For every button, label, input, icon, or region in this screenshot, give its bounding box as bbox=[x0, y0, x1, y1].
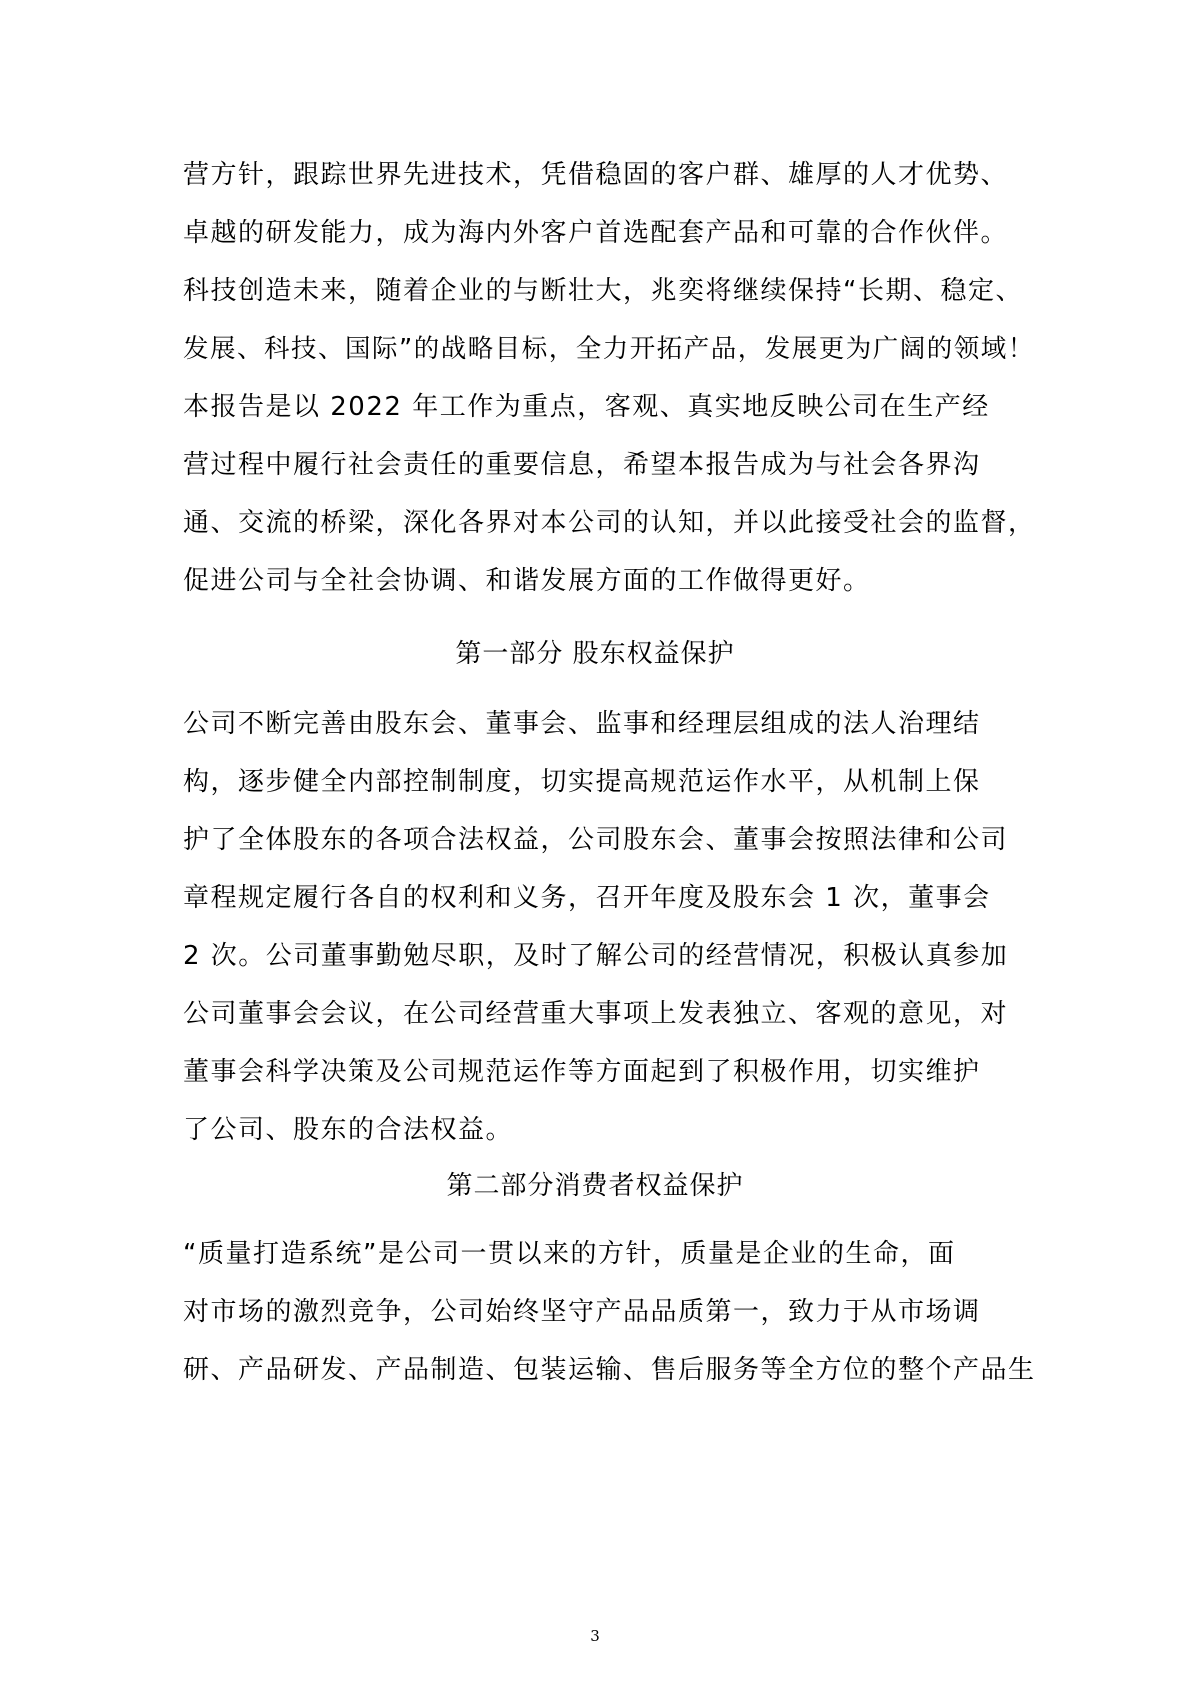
body-text-line: 董事会科学决策及公司规范运作等方面起到了积极作用，切实维护 bbox=[183, 1057, 981, 1087]
section-heading-part1: 第一部分 股东权益保护 bbox=[455, 639, 735, 669]
body-text-line: 章程规定履行各自的权利和义务，召开年度及股东会 1 次，董事会 bbox=[183, 883, 991, 913]
body-text-line: 发展、科技、国际”的战略目标，全力开拓产品，发展更为广阔的领域！ bbox=[183, 334, 1035, 364]
body-text-line: 科技创造未来，随着企业的与断壮大，兆奕将继续保持“长期、稳定、 bbox=[183, 276, 1023, 306]
body-text-line: 公司不断完善由股东会、董事会、监事和经理层组成的法人治理结 bbox=[183, 709, 981, 739]
page-number: 3 bbox=[590, 1627, 600, 1645]
body-text-line: 本报告是以 2022 年工作为重点，客观、真实地反映公司在生产经 bbox=[183, 392, 990, 422]
body-text-line: 2 次。公司董事勤勉尽职，及时了解公司的经营情况，积极认真参加 bbox=[183, 941, 1009, 971]
body-text-line: 促进公司与全社会协调、和谐发展方面的工作做得更好。 bbox=[183, 566, 871, 596]
body-text-line: 公司董事会会议，在公司经营重大事项上发表独立、客观的意见，对 bbox=[183, 999, 1009, 1029]
body-text-line: 研、产品研发、产品制造、包装运输、售后服务等全方位的整个产品生 bbox=[183, 1355, 1036, 1385]
body-text-line: 护了全体股东的各项合法权益，公司股东会、董事会按照法律和公司 bbox=[183, 825, 1009, 855]
body-text-line: 对市场的激烈竞争，公司始终坚守产品品质第一，致力于从市场调 bbox=[183, 1297, 981, 1327]
body-text-line: 营过程中履行社会责任的重要信息，希望本报告成为与社会各界沟 bbox=[183, 450, 981, 480]
body-text-line: 卓越的研发能力，成为海内外客户首选配套产品和可靠的合作伙伴。 bbox=[183, 218, 1009, 248]
body-text-line: “质量打造系统”是公司一贯以来的方针，质量是企业的生命，面 bbox=[183, 1239, 956, 1269]
body-text-line: 构，逐步健全内部控制制度，切实提高规范运作水平，从机制上保 bbox=[183, 767, 981, 797]
body-text-line: 营方针，跟踪世界先进技术，凭借稳固的客户群、雄厚的人才优势、 bbox=[183, 160, 1009, 190]
body-text-line: 通、交流的桥梁，深化各界对本公司的认知，并以此接受社会的监督， bbox=[183, 508, 1036, 538]
section-heading-part2: 第二部分消费者权益保护 bbox=[446, 1171, 744, 1201]
body-text-line: 了公司、股东的合法权益。 bbox=[183, 1115, 514, 1145]
